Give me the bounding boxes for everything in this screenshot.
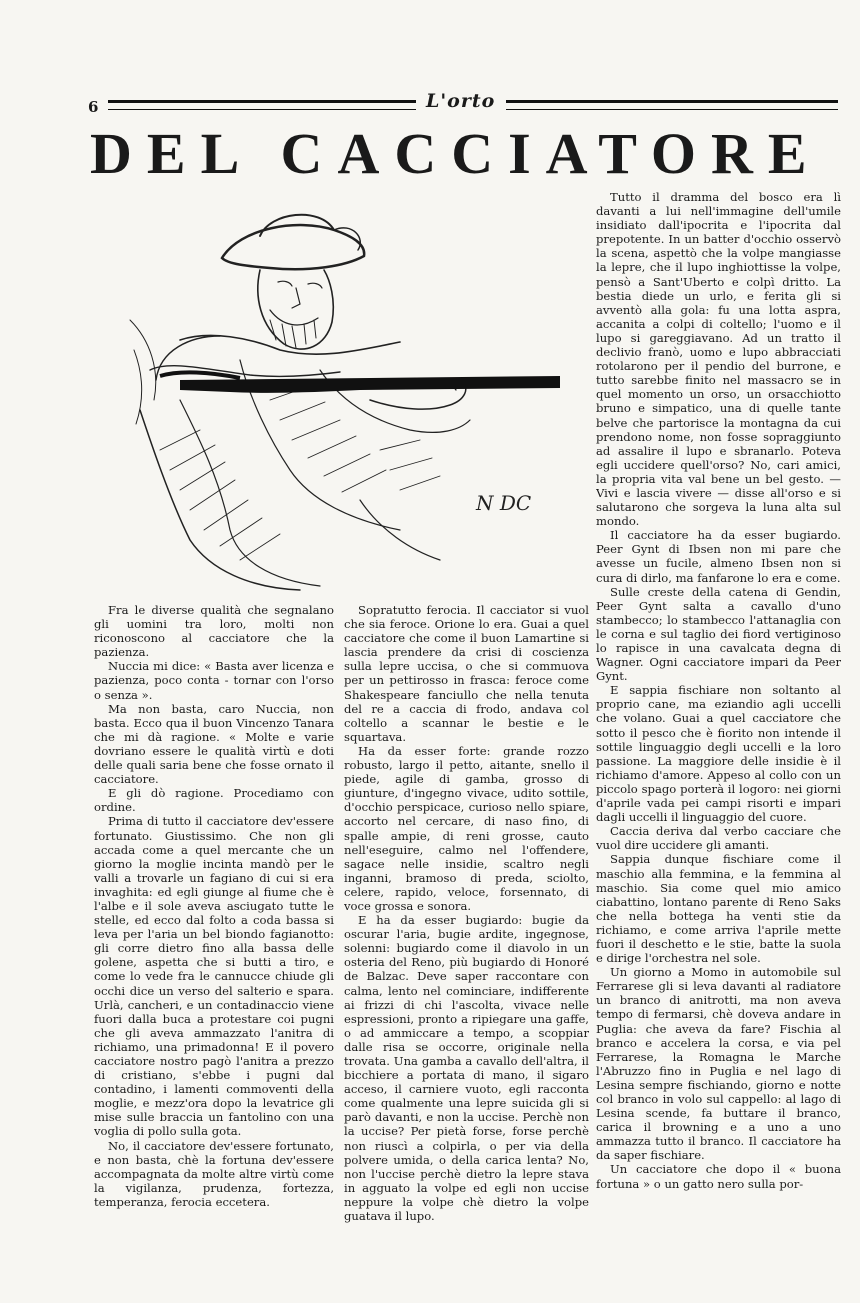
paragraph: Ha da esser forte: grande rozzo robusto, largo il petto, aitante, snello il piede, agile di gamba, grosso di giunture, d'ingegno vivace, udito sottile, d'occhio perspicace, curioso nello spiare, accorto nel cercare, di naso fino, di spalle ampie, di reni grosse, cauto nell'eseguire, calmo nel l'offendere, sagace nelle insidie, scaltro negli inganni, bramoso di preda, sciolto, celere, rapido, veloce, forsennato, di voce grossa e sonora. <box>344 743 589 913</box>
paragraph: Un giorno a Momo in automobile sul Ferrarese gli si leva davanti al radiatore un branco di anitrotti, ma non aveva tempo di fermarsi, chè doveva andare in Puglia: che aveva da fare? Fischia al branco e accelera la corsa, e via pel Ferrarese, la Romagna le Marche l'Abruzzo fino in Puglia e nel lago di Lesina sempre fischiando, giorno e notte col branco in volo sul cappello: al lago di Lesina scende, fa buttare il branco, carica il browning e a uno a uno ammazza tutto il branco. Il cacciatore ha da saper fischiare. <box>596 965 841 1163</box>
paragraph: E gli dò ragione. Procediamo con ordine. <box>94 786 334 815</box>
paragraph: E sappia fischiare non soltanto al proprio cane, ma eziandio agli uccelli che volano. Guai a quel cacciatore che sotto il pesco che è fiorito non intende il sottile linguaggio degli uccelli e la loro passione. La maggiore delle insidie è il richiamo d'amore. Appeso al collo con un piccolo spago porterà il logoro: nei giorni d'aprile vada pei campi risorti e impari dagli uccelli il linguaggio del cuore. <box>596 683 841 825</box>
paragraph: Fra le diverse qualità che segnalano gli uomini tra loro, molti non riconoscono al cacciatore che la pazienza. <box>94 603 334 660</box>
paragraph: No, il cacciatore dev'essere fortunato, e non basta, chè la fortuna dev'essere accompagnata da molte altre virtù come la vigilanza, prudenza, fortezza, temperanza, ferocia eccetera. <box>94 1138 334 1209</box>
column-1 <box>94 603 334 1233</box>
paragraph: Nuccia mi dice: « Basta aver licenza e pazienza, poco conta - tornar con l'orso o senza ». <box>94 659 334 702</box>
paragraph: E ha da esser bugiardo: bugie da oscurar l'aria, bugie ardite, ingegnose, solenni: bugiardo come il diavolo in un osteria del Reno, più bugiardo di Honoré de Balzac. Deve saper raccontare con calma, lento nel cominciare, indifferente ai frizzi di chi l'ascolta, vivace nelle espressioni, pronto a ripiegare una gaffe, o ad ammiccare a tempo, a scoppiar dalle risa se occorre, originale nella trovata. Una gamba a cavallo dell'altra, il bicchiere a portata di mano, il sigaro acceso, il carniere vuoto, egli racconta come qualmente una lepre suicida gli si parò davanti, e non la uccise. Perchè non la uccise? Per pietà forse, forse perchè non riuscì a colpirla, o per via della polvere umida, o della carica lenta? No, non l'uccise perchè dietro la lepre stava in agguato la volpe ed egli non uccise neppure la volpe chè dietro la volpe guatava il lupo. <box>344 913 589 1224</box>
paragraph: Sappia dunque fischiare come il maschio alla femmina, e la femmina al maschio. Sia come quel mio amico ciabattino, lontano parente di Reno Saks che nella bottega ha venti stie da richiamo, e come arriva l'aprile mette fuori il deschetto e le stie, batte la suola e dirige l'orchestra nel sole. <box>596 852 841 966</box>
column-2 <box>344 603 589 1233</box>
paragraph: Tutto il dramma del bosco era lì davanti a lui nell'immagine dell'umile insidiato dall'ipocrita e l'ipocrita dal prepotente. In un batter d'occhio osservò la scena, aspettò che la volpe mangiasse la lepre, che il lupo inghiottisse la volpe, pensò a Sant'Uberto e colpì dritto. La bestia diede un urlo, e ferita gli si avventò alla gola: fu una lotta aspra, accanita a colpi di coltello; l'uomo e il lupo si gareggiavano. Ad un tratto il declivio franò, uomo e lupo abbracciati rotolarono per il pendio del burrone, e tutto sarebbe finito nel massacro se in quel momento un orso, un orsacchiotto bruno e simpatico, una di quelle tante belve che partorisce la montagna da cui prendono nome, non fosse sopraggiunto ad assalire il lupo e sbranarlo. Poteva egli uccidere quell'orso? No, cari amici, la propria vita val bene un bel gesto. — Vivi e lascia vivere — disse all'orso e si salutarono che sorgeva la luna alta sul mondo. <box>596 190 841 529</box>
paragraph: Sopratutto ferocia. Il cacciator si vuol che sia feroce. Orione lo era. Guai a quel cacciatore che come il buon Lamartine si lascia prendere da crisi di coscienza sulla lepre uccisa, o che si commuova per un pettirosso in frasca: feroce come Shakespeare fanciullo che nella tenuta del re a caccia di frodo, andava col coltello a scannar le bestie e le squartava. <box>344 603 589 744</box>
paragraph: Un cacciatore che dopo il « buona fortuna » o un gatto nero sulla por- <box>596 1162 841 1191</box>
page-number: 6 <box>88 98 99 116</box>
header-rule-left <box>108 100 416 110</box>
article-title: DEL CACCIATORE <box>90 121 822 186</box>
column-3 <box>596 190 841 1235</box>
running-head: L'orto <box>426 90 496 112</box>
illustration-signature: N DC <box>476 491 532 515</box>
paragraph: Ma non basta, caro Nuccia, non basta. Ecco qua il buon Vincenzo Tanara che mi dà ragione. « Molte e varie dovriano essere le qualità virtù e doti delle quali saria bene che fosse ornato il cacciatore. <box>94 701 334 787</box>
hunter-illustration <box>120 200 565 595</box>
paragraph: Prima di tutto il cacciatore dev'essere fortunato. Giustissimo. Che non gli accada come a quel mercante che un giorno la moglie incinta mandò per le valli a trovarle un fagiano di cui si era invaghita: ed egli giunge al fiume che è l'albe e il sole aveva asciugato tutte le stelle, ed ecco dal folto a coda bassa si leva per l'aria un bel biondo fagianotto: gli corre dietro fino alla bassa delle golene, aspetta che si butti a tiro, e come lo vede fra le cannucce chiude gli occhi dice un verso del salterio e spara. Urlà, cancheri, e un contadinaccio viene fuori dalla buca a protestare coi pugni che gli aveva ammazzato l'anitra di richiamo, una primadonna! E il povero cacciatore nostro pagò l'anitra a prezzo di cristiano, s'ebbe i pugni dal contadino, i lamenti commoventi della moglie, e mezz'ora dopo la levatrice gli mise sulle braccia un fantolino con una voglia di pollo sulla gota. <box>94 814 334 1139</box>
paragraph: Caccia deriva dal verbo cacciare che vuol dire uccidere gli amanti. <box>596 824 841 853</box>
header-rule-right <box>506 100 838 110</box>
paragraph: Il cacciatore ha da esser bugiardo. Peer Gynt di Ibsen non mi pare che avesse un fucile, almeno Ibsen non si cura di dirlo, ma fanfarone lo era e come. <box>596 528 841 585</box>
paragraph: Sulle creste della catena di Gendin, Peer Gynt salta a cavallo d'uno stambecco; lo stambecco l'attanaglia con le corna e sul taglio dei fiord vertiginoso lo rapisce in una cavalcata degna di Wagner. Ogni cacciatore impari da Peer Gynt. <box>596 584 841 684</box>
